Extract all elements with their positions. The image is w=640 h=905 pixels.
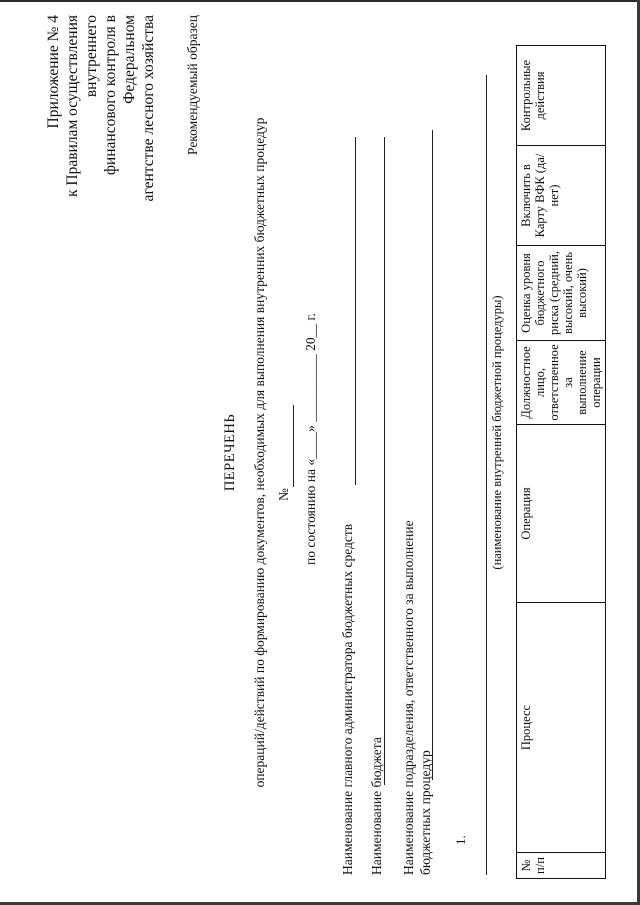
admin-name-line xyxy=(355,137,356,485)
budget-name-label: Наименование бюджета xyxy=(369,737,384,875)
department-name-line xyxy=(432,130,433,780)
as-of-date: по состоянию на «____» __________ 20__ г. xyxy=(303,313,318,565)
operations-table xyxy=(516,45,606,879)
header-process: Процесс xyxy=(517,603,606,853)
header-responsible-official: Должностное лицо, ответственное за выполнение операции xyxy=(517,341,606,425)
department-name-label: Наименование подразделения, ответственного за выполнение бюджетных процедур xyxy=(401,520,433,875)
header-number: № п/п xyxy=(517,853,606,879)
item-number: 1. xyxy=(453,835,468,845)
document-title: ПЕРЕЧЕНЬ xyxy=(222,413,238,492)
header-control-actions: Контрольные действия xyxy=(517,46,606,146)
table-header-row xyxy=(517,46,606,879)
budget-name-line xyxy=(384,137,385,785)
appendix-line-2: к Правилам осуществления внутреннего xyxy=(64,15,100,198)
recommended-sample-label: Рекомендуемый образец xyxy=(185,15,200,156)
procedure-name-line xyxy=(486,75,487,875)
appendix-line-3: финансового контроля в Федеральном xyxy=(102,15,138,176)
document-subtitle: операций/действий по формированию документов, необходимых для выполнения внутренних бюджетных процедур xyxy=(252,117,267,788)
document-number-label: № xyxy=(276,488,291,501)
header-operation: Операция xyxy=(517,425,606,603)
admin-name-label: Наименование главного администратора бюджетных средств xyxy=(340,523,355,875)
appendix-header xyxy=(44,15,158,255)
document-number-line xyxy=(293,405,294,487)
appendix-line-4: агентстве лесного хозяйства xyxy=(140,15,157,202)
header-risk-assessment: Оценка уровня бюджетного риска (средний, высокий, очень высокий) xyxy=(517,246,606,341)
procedure-name-caption: (наименование внутренней бюджетной процедуры) xyxy=(490,295,504,570)
header-include-in-map: Включить в Карту ВФК (да/нет) xyxy=(517,146,606,246)
appendix-number: Приложение № 4 xyxy=(45,15,62,129)
